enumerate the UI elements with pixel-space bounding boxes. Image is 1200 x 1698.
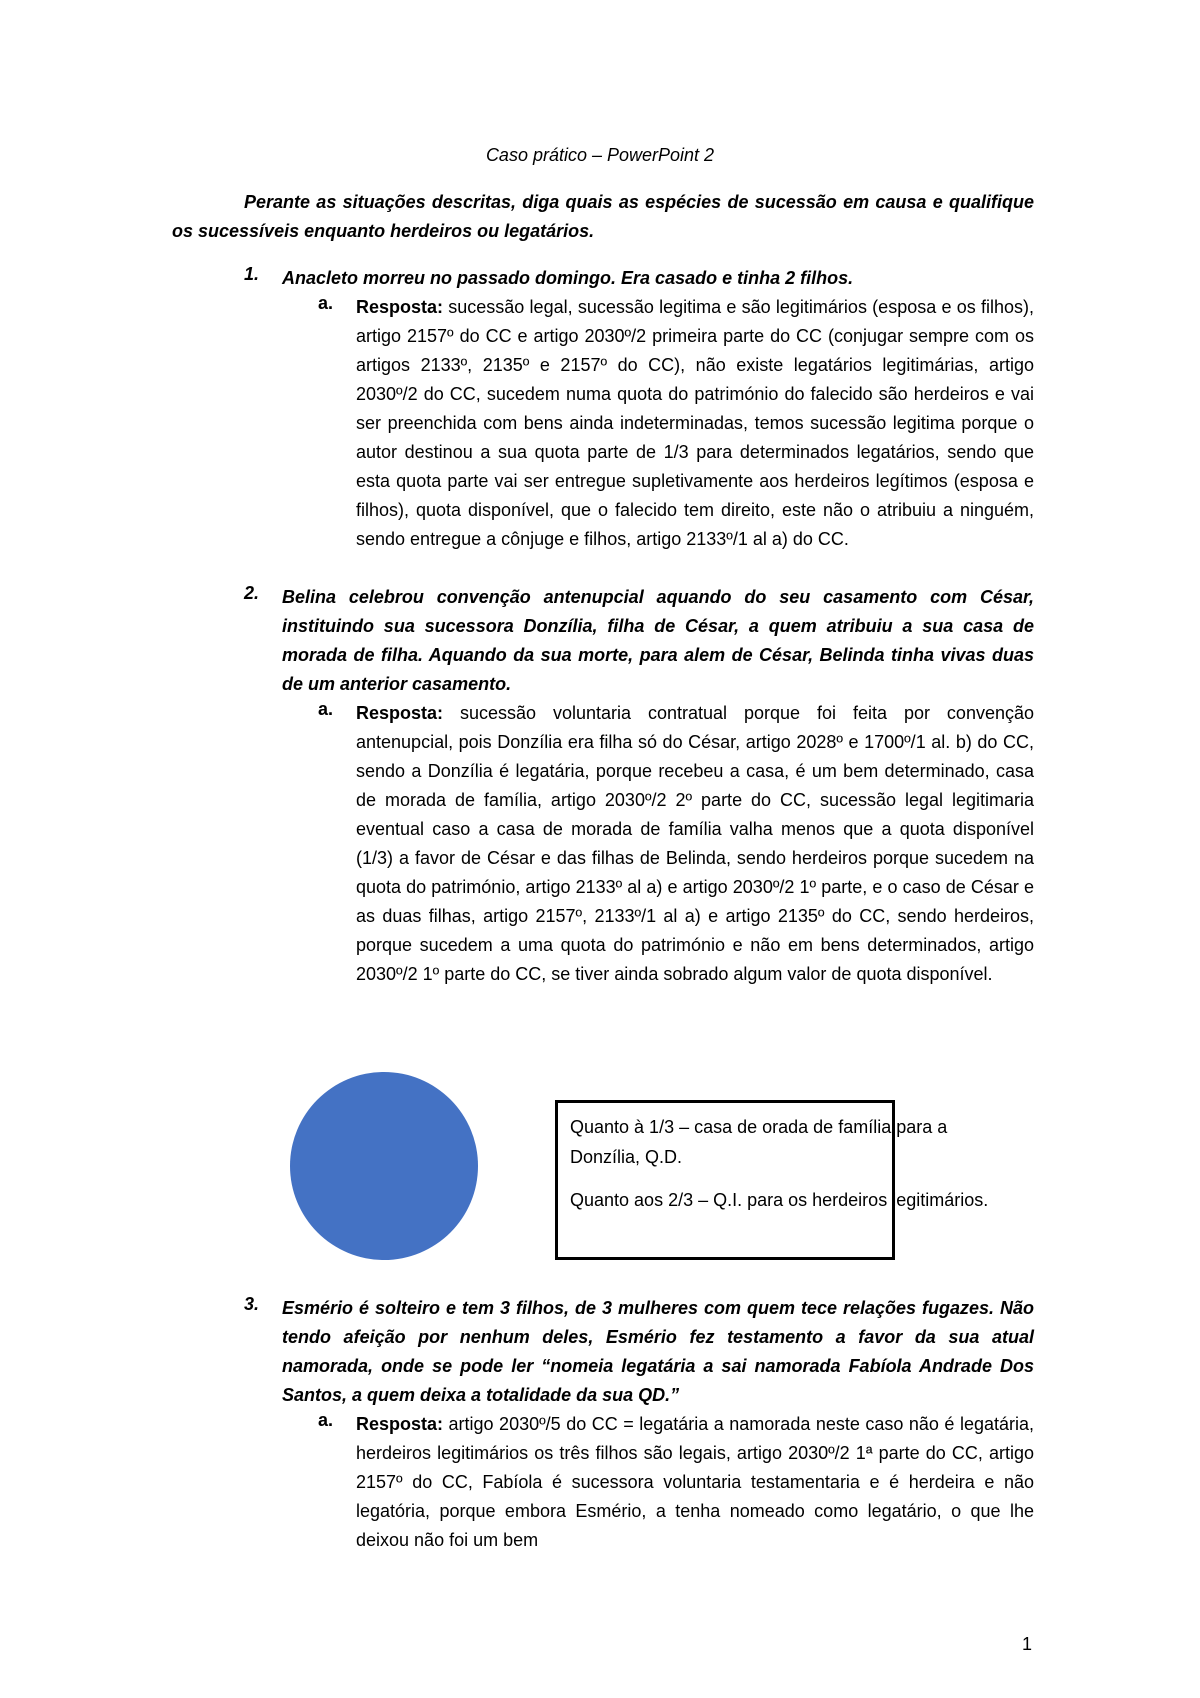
text-box-line-1: Quanto à 1/3 – casa de orada de família para a Donzília, Q.D. [570, 1117, 948, 1167]
answer-2 [356, 699, 1034, 989]
blue-circle-shape [290, 1072, 478, 1260]
answer-3-label: Resposta: [356, 1414, 444, 1434]
answer-2-text: sucessão voluntaria contratual porque foi feita por convenção antenupcial, pois Donzília era filha só do César, artigo 2028º e 1700º/1 al. b) do CC, sendo a Donzília é legatária, porque recebeu a casa, é um bem determinado, casa de morada de família, artigo 2030º/2 2º parte do CC, sucessão legal legitimaria eventual caso a casa de morada de família valha menos que a quota disponível (1/3) a favor de César e das filhas de Belinda, sendo herdeiros porque sucedem na quota do património, artigo 2133º al a) e artigo 2030º/2 1º parte, e o caso de César e as duas filhas, artigo 2157º, 2133º/1 al a) e artigo 2135º do CC, sendo herdeiros, porque sucedem a uma quota do património e não em bens determinados, artigo 2030º/2 1º parte do CC, se tiver ainda sobrado algum valor de quota disponível. [356, 703, 1034, 984]
intro-paragraph: Perante as situações descritas, diga quais as espécies de sucessão em causa e qualifique os sucessíveis enquanto herdeiros ou legatários. [172, 192, 1034, 241]
answer-3-text: artigo 2030º/5 do CC = legatária a namorada neste caso não é legatária, herdeiros legitimários os três filhos são legais, artigo 2030º/2 1ª parte do CC, artigo 2157º do CC, Fabíola é sucessora voluntaria testamentaria e é herdeira e não legatória, porque embora Esmério, a tenha nomeado como legatário, o que lhe deixou não foi um bem [356, 1414, 1034, 1550]
question-1-number: 1. [244, 264, 260, 284]
answer-1-text: sucessão legal, sucessão legitima e são legitimários (esposa e os filhos), artigo 2157º do CC e artigo 2030º/2 primeira parte do CC (conjugar sempre com os artigos 2133º, 2135º e 2157º do CC), não existe legatários legitimárias, artigo 2030º/2 do CC, sucedem numa quota do património do falecido são herdeiros e vai ser preenchida com bens ainda indeterminadas, temos sucessão legitima porque o autor destinou a sua quota parte de 1/3 para determinados legatários, sendo que esta quota parte vai ser entregue supletivamente aos herdeiros legítimos (esposa e filhos), quota disponível, que o falecido tem direito, este não o atribuiu a ninguém, sendo entregue a cônjuge e filhos, artigo 2133º/1 al a) do CC. [356, 297, 1034, 549]
question-2-text: Belina celebrou convenção antenupcial aquando do seu casamento com César, instituindo sua sucessora Donzília, filha de César, a quem atribuiu a sua casa de morada de filha. Aquando da sua morte, para alem de César, Belinda tinha vivas duas de um anterior casamento. [282, 587, 1034, 694]
answer-1-label: Resposta: [356, 297, 444, 317]
text-box-line-2: Quanto aos 2/3 – Q.I. para os herdeiros legitimários. [570, 1190, 989, 1210]
answer-1-letter: a. [318, 293, 334, 313]
page-number: 1 [1022, 1634, 1033, 1654]
answer-3 [356, 1410, 1034, 1555]
document-title: Caso prático – PowerPoint 2 [485, 145, 715, 165]
answer-1 [356, 293, 1034, 554]
question-3-number: 3. [244, 1294, 260, 1314]
answer-2-label: Resposta: [356, 703, 444, 723]
answer-2-letter: a. [318, 699, 334, 719]
question-3-text: Esmério é solteiro e tem 3 filhos, de 3 mulheres com quem tece relações fugazes. Não tendo afeição por nenhum deles, Esmério fez testamento a favor da sua atual namorada, onde se pode ler “nomeia legatária a sai namorada Fabíola Andrade Dos Santos, a quem deixa a totalidade da sua QD.” [282, 1298, 1034, 1405]
answer-3-letter: a. [318, 1410, 334, 1430]
text-box [570, 1112, 1000, 1228]
question-1-text: Anacleto morreu no passado domingo. Era casado e tinha 2 filhos. [282, 268, 854, 288]
question-2-number: 2. [244, 583, 260, 603]
